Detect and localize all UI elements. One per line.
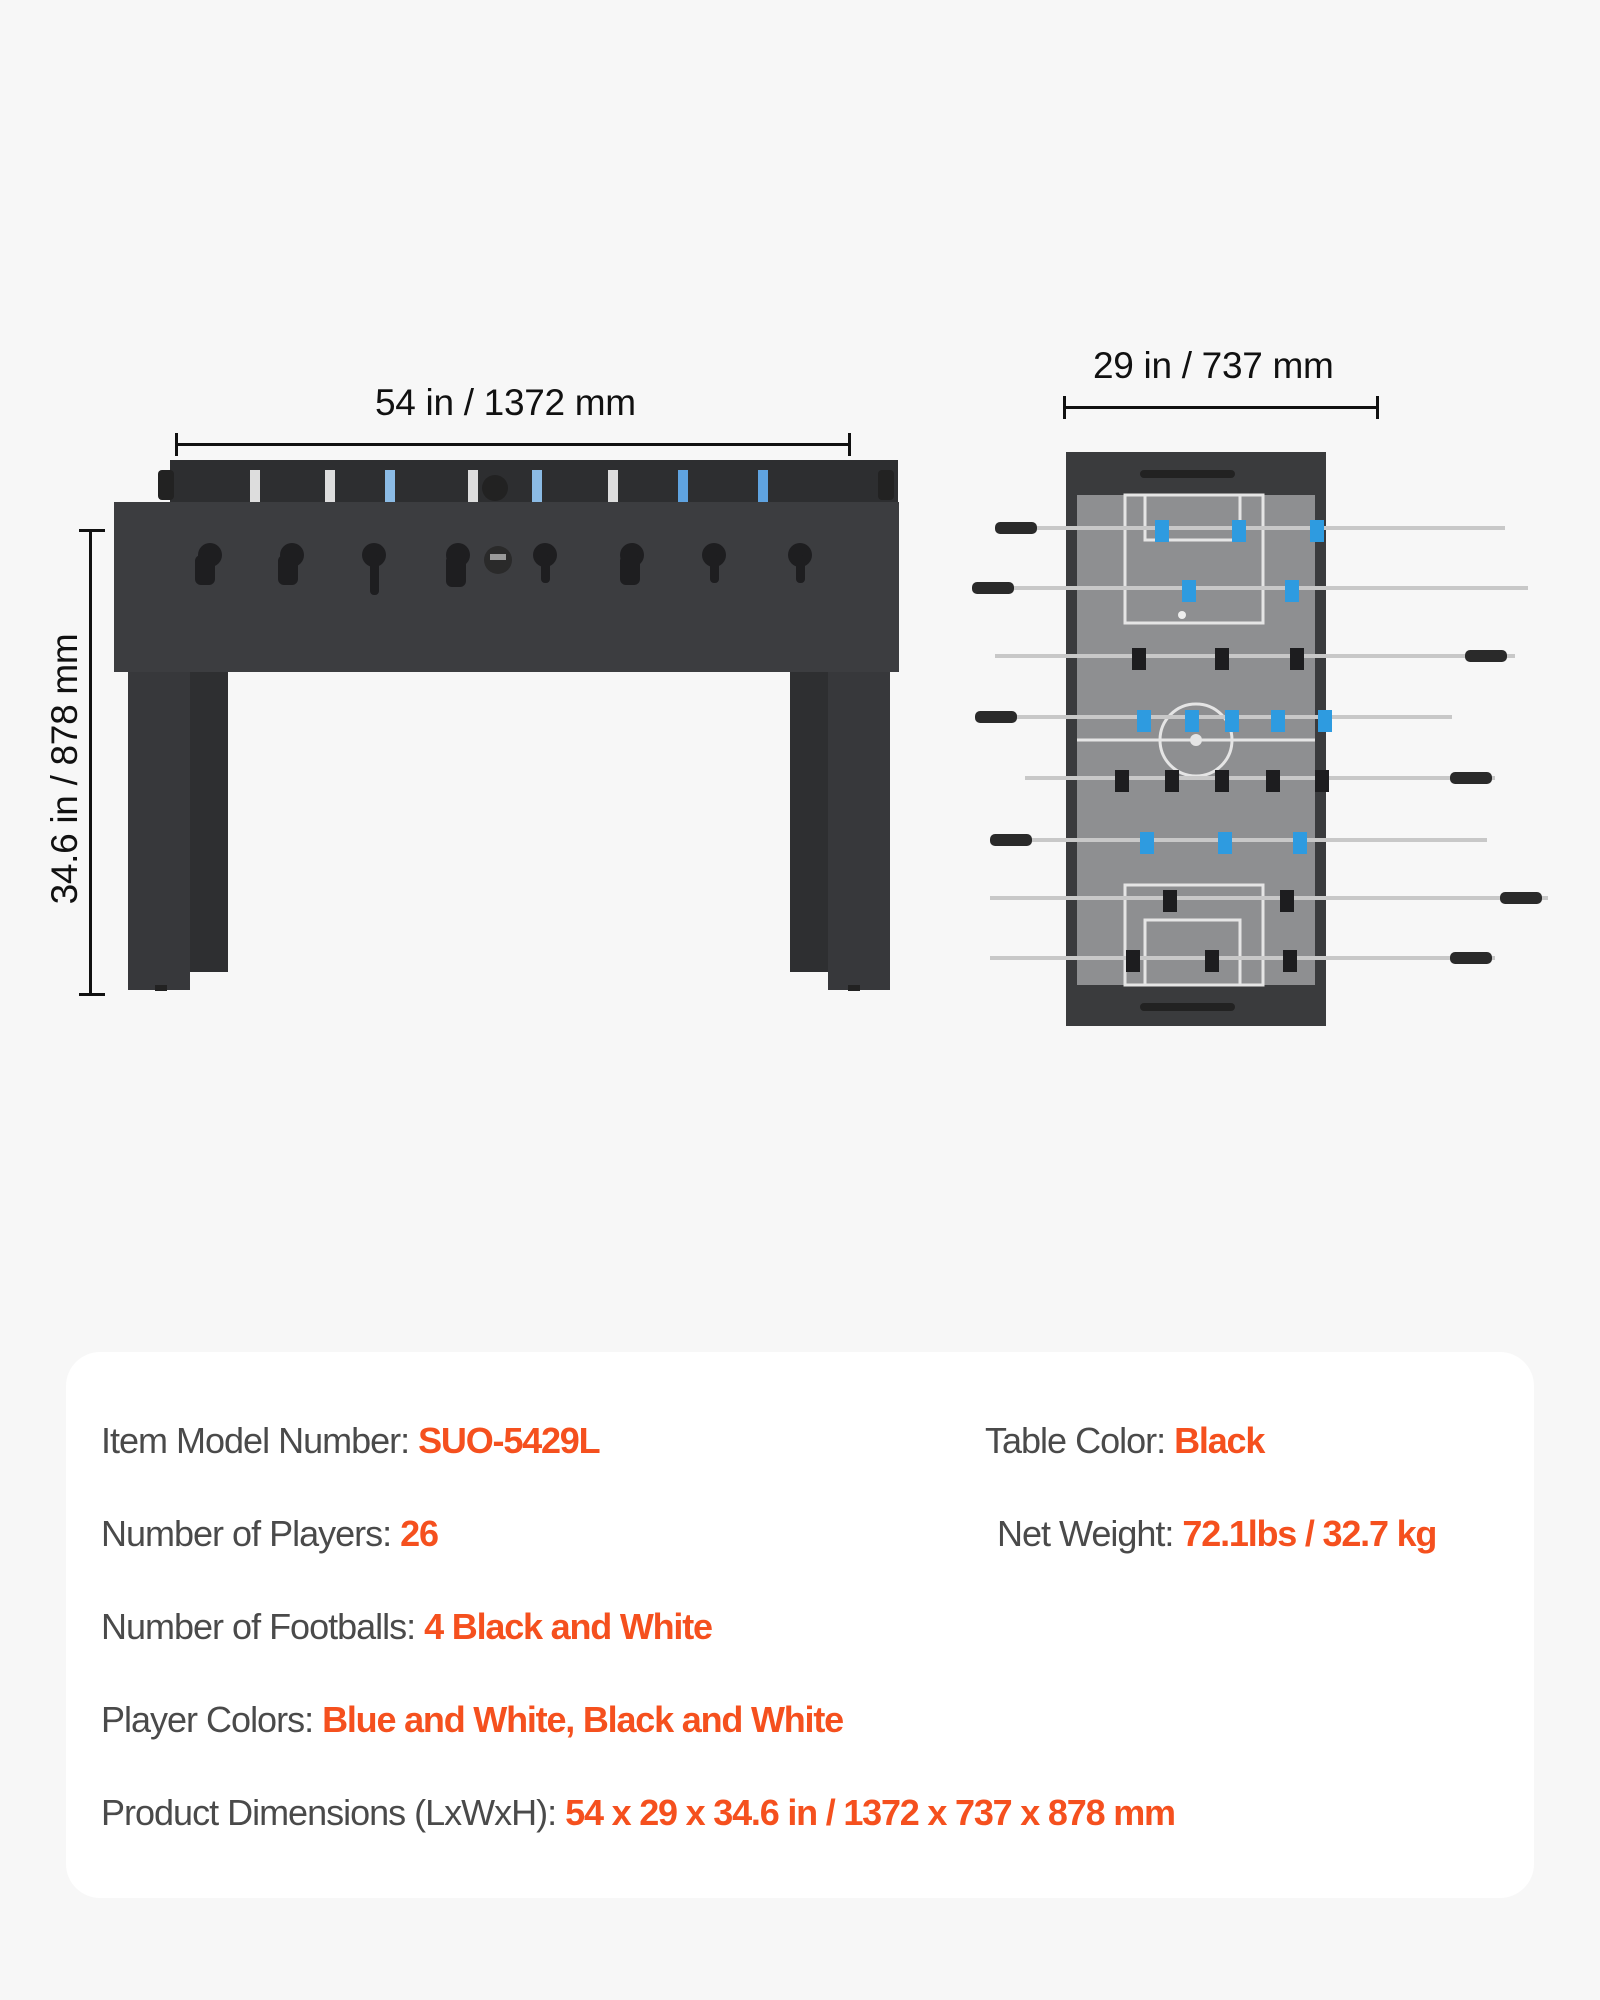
front-height-label: 34.6 in / 878 mm <box>44 633 85 905</box>
dimension-tick <box>1376 396 1379 419</box>
spec-value: Blue and White, Black and White <box>322 1699 843 1740</box>
spec-card <box>66 1352 1534 1898</box>
spec-label: Table Color: <box>985 1420 1175 1461</box>
spec-number-of-players <box>101 1513 438 1555</box>
spec-value: Black <box>1174 1420 1265 1461</box>
front-height-dimension-line <box>89 530 92 995</box>
spec-value: 26 <box>400 1513 438 1554</box>
spec-label: Number of Footballs: <box>101 1606 425 1647</box>
top-width-label: 29 in / 737 mm <box>1093 345 1334 386</box>
foosball-table-front-view <box>100 460 920 1000</box>
spec-value: 54 x 29 x 34.6 in / 1372 x 737 x 878 mm <box>565 1792 1175 1833</box>
spec-label: Item Model Number: <box>101 1420 419 1461</box>
spec-label: Player Colors: <box>101 1699 323 1740</box>
top-width-dimension-line <box>1063 406 1379 409</box>
dimension-tick <box>175 433 178 456</box>
dimension-tick <box>848 433 851 456</box>
spec-value: 72.1lbs / 32.7 kg <box>1182 1513 1437 1554</box>
spec-label: Number of Players: <box>101 1513 401 1554</box>
spec-label: Product Dimensions (LxWxH): <box>101 1792 566 1833</box>
spec-player-colors <box>101 1699 843 1741</box>
spec-value: 4 Black and White <box>424 1606 712 1647</box>
front-width-dimension-line <box>175 443 850 446</box>
front-width-label: 54 in / 1372 mm <box>375 382 636 423</box>
spec-number-of-footballs <box>101 1606 712 1648</box>
spec-value: SUO-5429L <box>418 1420 600 1461</box>
spec-label: Net Weight: <box>997 1513 1183 1554</box>
dimension-tick <box>1063 396 1066 419</box>
spec-model-number <box>101 1420 599 1462</box>
spec-table-color <box>985 1420 1264 1462</box>
spec-net-weight <box>997 1513 1436 1555</box>
foosball-table-top-view <box>960 440 1560 1040</box>
spec-product-dimensions <box>101 1792 1175 1834</box>
